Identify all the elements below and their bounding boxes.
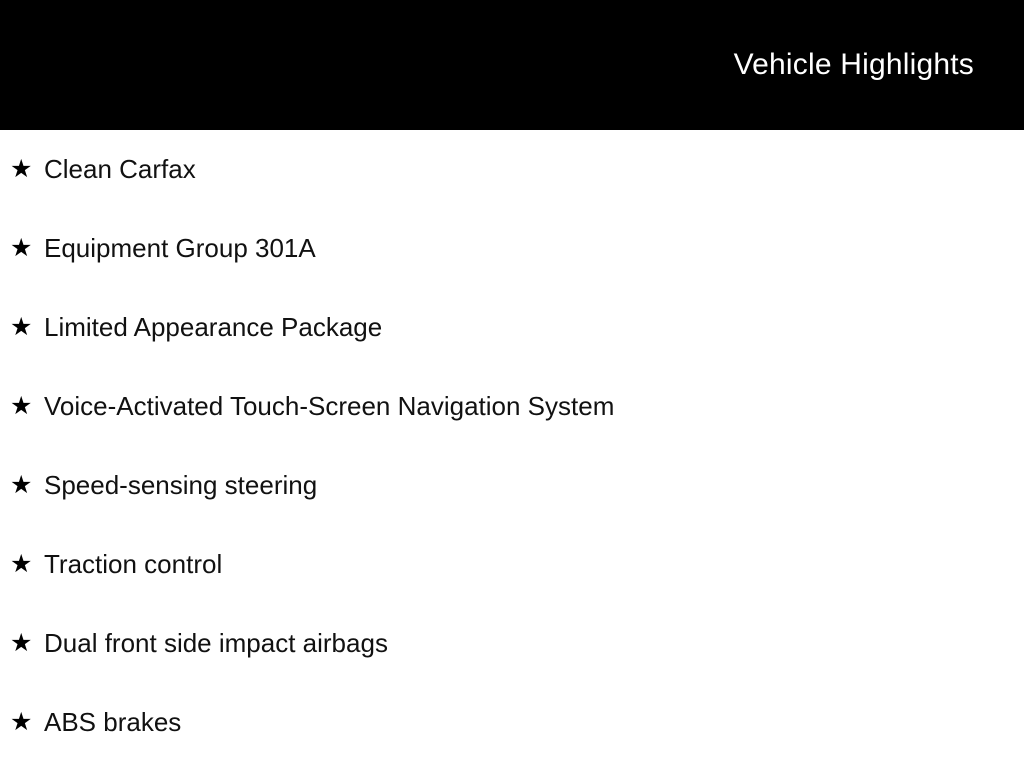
star-icon: ★	[10, 550, 33, 578]
star-icon: ★	[10, 234, 33, 262]
highlight-label: Traction control	[44, 548, 223, 579]
star-icon: ★	[10, 392, 33, 420]
highlight-label: Equipment Group 301A	[44, 232, 316, 263]
highlight-label: Limited Appearance Package	[44, 311, 383, 342]
star-icon: ★	[10, 471, 33, 499]
list-item	[0, 446, 1024, 525]
highlight-label: Voice-Activated Touch-Screen Navigation System	[44, 390, 615, 421]
list-item	[0, 209, 1024, 288]
highlights-list	[0, 130, 1024, 762]
list-item	[0, 683, 1024, 762]
star-icon: ★	[10, 629, 33, 657]
page-title: Vehicle Highlights	[733, 48, 974, 81]
star-icon: ★	[10, 155, 33, 183]
list-item	[0, 367, 1024, 446]
highlight-label: ABS brakes	[44, 706, 182, 737]
list-item	[0, 604, 1024, 683]
highlight-label: Dual front side impact airbags	[44, 627, 388, 658]
list-item	[0, 130, 1024, 209]
star-icon: ★	[10, 708, 33, 736]
highlight-label: Clean Carfax	[44, 153, 196, 184]
list-item	[0, 288, 1024, 367]
header-bar	[0, 0, 1024, 130]
star-icon: ★	[10, 313, 33, 341]
list-item	[0, 525, 1024, 604]
highlight-label: Speed-sensing steering	[44, 469, 318, 500]
